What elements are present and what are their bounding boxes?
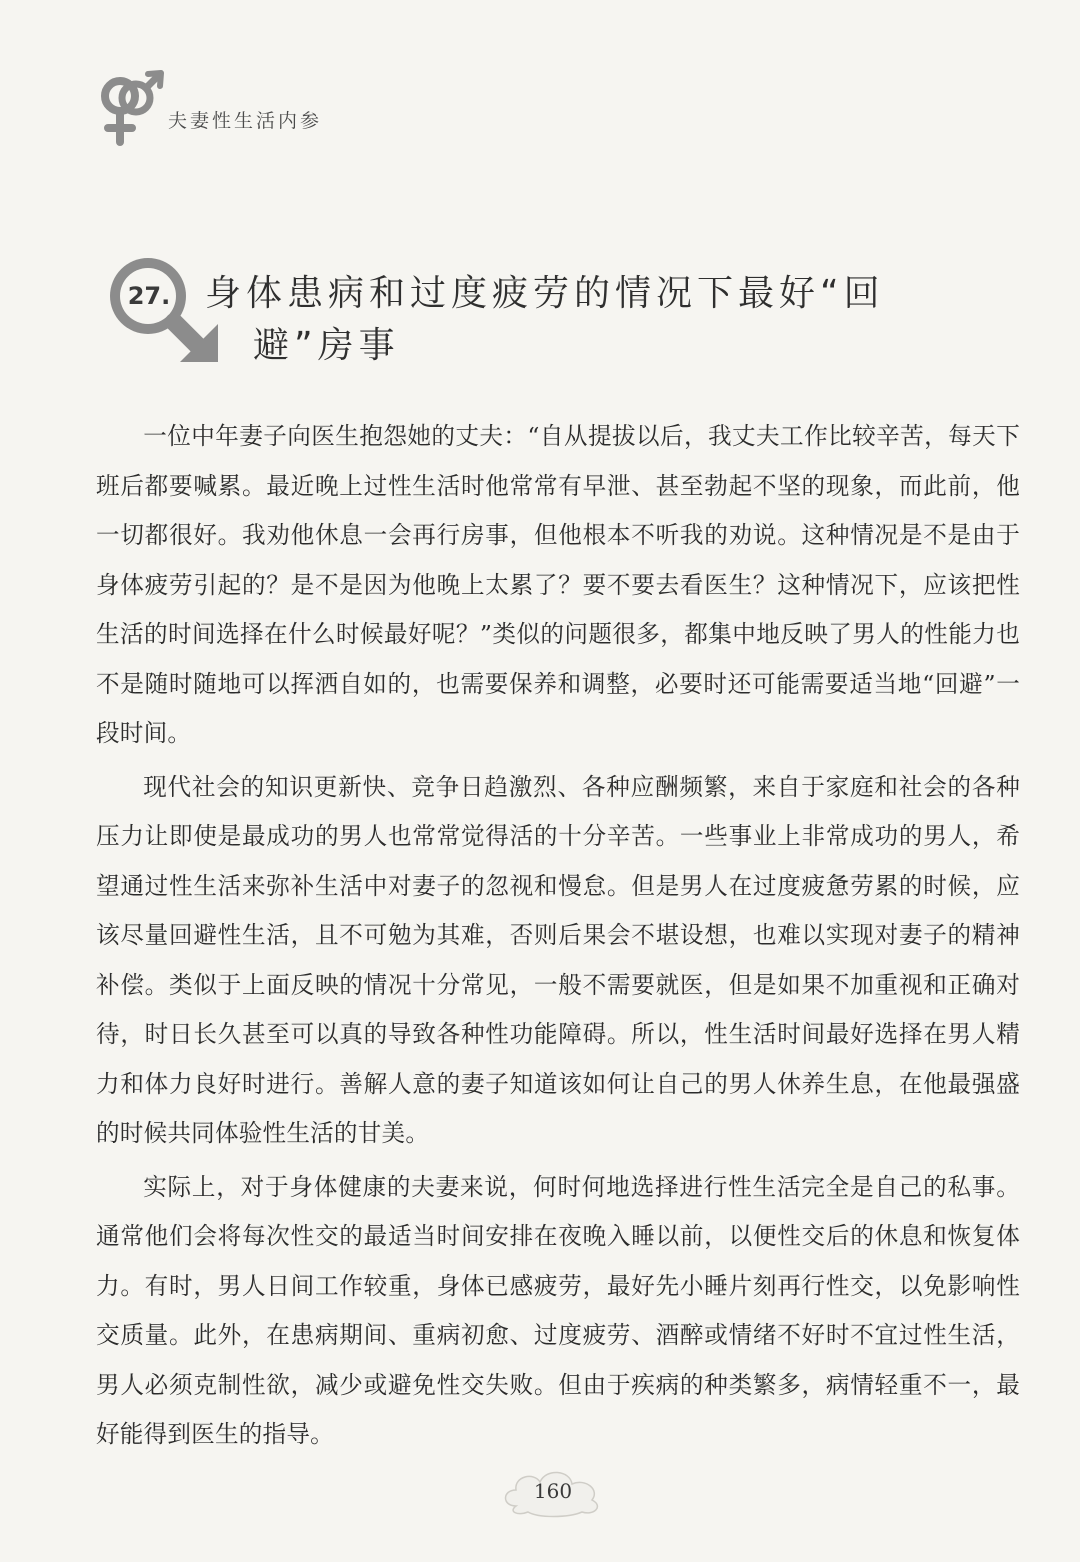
page-footer: [498, 1462, 608, 1522]
chapter-heading: [100, 238, 1000, 378]
paragraph: 现代社会的知识更新快、竞争日趋激烈、各种应酬频繁，来自于家庭和社会的各种压力让即使是最成功的男人也常常觉得活的十分辛苦。一些事业上非常成功的男人，希望通过性生活来弥补生活中对妻子的忽视和慢怠。但是男人在过度疲惫劳累的时候，应该尽量回避性生活，且不可勉为其难，否则后果会不堪设想，也难以实现对妻子的精神补偿。类似于上面反映的情况十分常见，一般不需要就医，但是如果不加重视和正确对待，时日长久甚至可以真的导致各种性功能障碍。所以，性生活时间最好选择在男人精力和体力良好时进行。善解人意的妻子知道该如何让自己的男人休养生息，在他最强盛的时候共同体验性生活的甘美。: [96, 772, 1020, 1147]
page-number: 160: [533, 1479, 573, 1503]
chapter-title-line-2: 避”房事: [253, 325, 400, 366]
paragraph: 实际上，对于身体健康的夫妻来说，何时何地选择进行性生活完全是自己的私事。通常他们会将每次性交的最适当时间安排在夜晚入睡以前，以便性交后的休息和恢复体力。有时，男人日间工作较重，身体已感疲劳，最好先小睡片刻再行性交，以免影响性交质量。此外，在患病期间、重病初愈、过度疲劳、酒醉或情绪不好时不宜过性生活，男人必须克制性欲，减少或避免性交失败。但由于疾病的种类繁多，病情轻重不一，最好能得到医生的指导。: [96, 1172, 1020, 1448]
paragraph: 一位中年妻子向医生抱怨她的丈夫：“自从提拔以后，我丈夫工作比较辛苦，每天下班后都要喊累。最近晚上过性生活时他常常有早泄、甚至勃起不坚的现象，而此前，他一切都很好。我劝他休息一会再行房事，但他根本不听我的劝说。这种情况是不是由于身体疲劳引起的？是不是因为他晚上太累了？要不要去看医生？这种情况下，应该把性生活的时间选择在什么时候最好呢？”类似的问题很多，都集中地反映了男人的性能力也不是随时随地可以挥洒自如的，也需要保养和调整，必要时还可能需要适当地“回避”一段时间。: [96, 422, 1020, 747]
chapter-number: 27.: [127, 282, 171, 310]
book-title: 夫妻性生活内参: [168, 110, 323, 132]
chapter-title: [205, 268, 965, 372]
gender-symbols-icon: [96, 68, 168, 148]
body-text: [96, 412, 1020, 1464]
running-header: [96, 68, 496, 148]
chapter-title-line-1: 身体患病和过度疲劳的情况下最好“回: [205, 273, 885, 314]
